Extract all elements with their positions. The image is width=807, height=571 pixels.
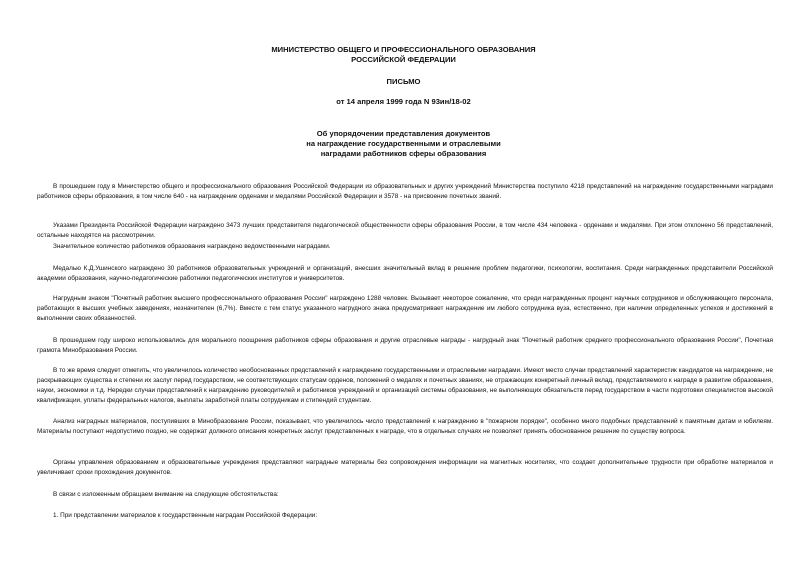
subject-line2: на награждение государственными и отраслевыми [306, 139, 501, 148]
ministry-name-line2: РОССИЙСКОЙ ФЕДЕРАЦИИ [351, 55, 456, 64]
paragraph-honorary-badge-higher: Нагрудным знаком "Почетный работник высшего профессионального образования России" награждено 1288 человек. Вызывает некоторое сожаление, что среди награжденных процент научных сотрудников и обслуживающего персонала, работающих в высших учебных заведениях, незначителен (6,7%). Вместе с тем статус указанного нагрудного знака предусматривает награждение им любого сотрудника вуза, естественно, при наличии определенных успехов и достижений в выполнении своих обязанностей. [37, 295, 773, 322]
paragraph-departmental-awards: Значительное количество работников образования награждено ведомственными наградами. [53, 243, 331, 250]
paragraph-magnetic-media: Органы управления образованием и образовательные учреждения представляют наградные материалы без сопровождения информации на магнитных носителях, что создает дополнительные трудности при обработке материалов и увеличивает сроки прохождения документов. [37, 459, 773, 476]
subject-line1: Об упорядочении представления документов [316, 129, 491, 138]
paragraph-item-1: 1. При представлении материалов к государственным наградам Российской Федерации: [53, 512, 318, 519]
paragraph-ushinsky-medal: Медалью К.Д.Ушинского награждено 30 работников образовательных учреждений и организаций, внесших значительный вклад в решение проблем педагогики, психологии, воспитания. Среди награжденных представители Российской академии образования, научно-педагогические работники педагогических институтов и университетов. [37, 265, 773, 282]
document-type: ПИСЬМО [386, 77, 421, 86]
ministry-header [0, 45, 807, 65]
paragraph-submissions-count: В прошедшем году в Министерство общего и профессионального образования Российской Федерации из образовательных и других учреждений Министерства поступило 4218 представлений на награждение государственными наградами работников сферы образования, в том числе 640 - на награждение орденами и медалями Российской Федерации и 3578 - на присвоение почетных званий. [37, 183, 773, 200]
paragraph-other-awards: В прошедшем году широко использовались для морального поощрения работников сферы образования и другие отраслевые награды - нагрудный знак "Почетный работник среднего профессионального образования России", Почетная грамота Минобразования России. [37, 337, 773, 354]
paragraph-attention-notice: В связи с изложенным обращаем внимание на следующие обстоятельства: [53, 491, 279, 498]
paragraph-materials-analysis: Анализ наградных материалов, поступивших в Минобразование России, показывает, что увеличилось число представлений к награждению в "пожарном порядке", особенно много подобных представлений к памятным датам и юбилеям. Материалы поступают недопустимо поздно, не содержат должного описания конкретных заслуг представленных к награде, что в отдельных случаях не позволяет принять обоснованное решение по существу вопроса. [37, 418, 773, 435]
document-subject [0, 129, 807, 159]
subject-line3: наградами работников сферы образования [320, 149, 487, 158]
paragraph-unfounded-submissions: В то же время следует отметить, что увеличилось количество необоснованных представлений к награждению государственными и отраслевыми наградами. Имеют место случаи представлений характеристик кандидатов на награждение, не раскрывающих существа и степени их заслуг перед государством, не соответствующих статусам орденов, положений о медалях и почетных званиях, не отражающих конкретный личный вклад, представляемого к награде в развитие образования, науки, экономики и т.д. Нередки случаи представлений к награждению руководителей и работников учреждений и организаций системы образования, не выполняющих обязательств перед государством в части подготовки специалистов высокой квалификации, уплаты федеральных налогов, выплаты заработной платы сотрудникам и стипендий студентам. [37, 367, 773, 404]
paragraph-presidential-decrees: Указами Президента Российской Федерации награждено 3473 лучших представителя педагогической общественности сферы образования России, в том числе 434 человека - орденами и медалями. При этом отклонено 56 представлений, остальные находятся на рассмотрении. [37, 222, 773, 239]
document-date-number: от 14 апреля 1999 года N 93ин/18-02 [336, 97, 471, 106]
ministry-name-line1: МИНИСТЕРСТВО ОБЩЕГО И ПРОФЕССИОНАЛЬНОГО ОБРАЗОВАНИЯ [271, 45, 536, 54]
